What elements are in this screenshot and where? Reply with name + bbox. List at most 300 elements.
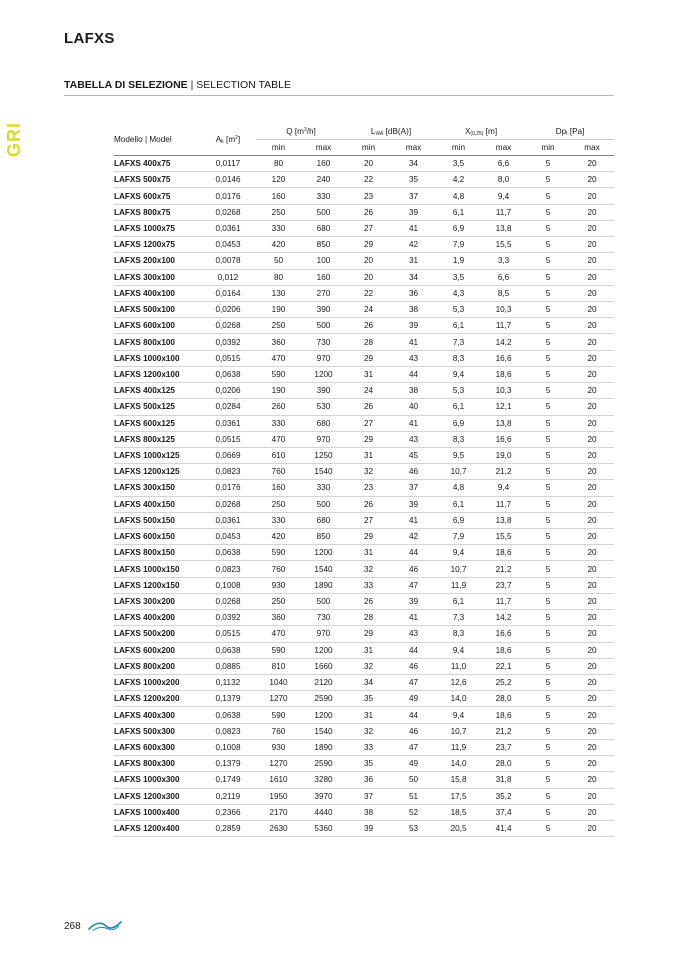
value-cell: 330 [256, 220, 301, 236]
value-cell: 12,6 [436, 675, 481, 691]
value-cell: 7,9 [436, 529, 481, 545]
value-cell: 6,1 [436, 204, 481, 220]
table-row [114, 415, 614, 431]
value-cell: 20 [570, 269, 614, 285]
value-cell: 35 [346, 691, 391, 707]
value-cell: 6,1 [436, 318, 481, 334]
value-cell: 1540 [301, 464, 346, 480]
value-cell: 1270 [256, 691, 301, 707]
value-cell: 44 [391, 707, 436, 723]
value-cell: 0,2859 [200, 820, 256, 836]
value-cell: 20 [346, 156, 391, 172]
header-x-unit: [m] [483, 126, 498, 136]
value-cell: 9,4 [436, 366, 481, 382]
page-title: LAFXS [64, 30, 115, 47]
value-cell: 0,0206 [200, 301, 256, 317]
value-cell: 0,0515 [200, 431, 256, 447]
value-cell: 0,0669 [200, 447, 256, 463]
value-cell: 4440 [301, 804, 346, 820]
value-cell: 0,1008 [200, 577, 256, 593]
model-cell: LAFXS 1200x150 [114, 577, 200, 593]
value-cell: 5 [526, 626, 570, 642]
value-cell: 10,7 [436, 464, 481, 480]
value-cell: 5 [526, 285, 570, 301]
value-cell: 8,3 [436, 431, 481, 447]
value-cell: 7,3 [436, 334, 481, 350]
value-cell: 12,1 [481, 399, 526, 415]
value-cell: 40 [391, 399, 436, 415]
table-row [114, 366, 614, 382]
value-cell: 26 [346, 496, 391, 512]
value-cell: 29 [346, 237, 391, 253]
value-cell: 5 [526, 464, 570, 480]
value-cell: 49 [391, 691, 436, 707]
header-ak-close: ] [237, 134, 241, 144]
value-cell: 7,3 [436, 610, 481, 626]
value-cell: 32 [346, 723, 391, 739]
header-x [436, 124, 526, 140]
value-cell: 1250 [301, 447, 346, 463]
value-cell: 5 [526, 237, 570, 253]
model-cell: LAFXS 1000x100 [114, 350, 200, 366]
table-row [114, 431, 614, 447]
table-row [114, 301, 614, 317]
table-row [114, 593, 614, 609]
section-heading-en: | SELECTION TABLE [187, 79, 291, 91]
value-cell: 20 [570, 496, 614, 512]
value-cell: 270 [301, 285, 346, 301]
table-row [114, 561, 614, 577]
value-cell: 1950 [256, 788, 301, 804]
value-cell: 20 [570, 220, 614, 236]
value-cell: 8,3 [436, 350, 481, 366]
value-cell: 970 [301, 431, 346, 447]
value-cell: 420 [256, 529, 301, 545]
value-cell: 20 [346, 253, 391, 269]
value-cell: 20 [570, 610, 614, 626]
value-cell: 50 [256, 253, 301, 269]
value-cell: 0,0515 [200, 350, 256, 366]
value-cell: 500 [301, 318, 346, 334]
model-cell: LAFXS 400x200 [114, 610, 200, 626]
value-cell: 470 [256, 626, 301, 642]
model-cell: LAFXS 600x100 [114, 318, 200, 334]
model-cell: LAFXS 400x150 [114, 496, 200, 512]
value-cell: 6,1 [436, 496, 481, 512]
value-cell: 680 [301, 512, 346, 528]
value-cell: 0,012 [200, 269, 256, 285]
table-row [114, 577, 614, 593]
value-cell: 20 [570, 237, 614, 253]
value-cell: 0,0823 [200, 561, 256, 577]
table-row [114, 350, 614, 366]
value-cell: 20 [570, 204, 614, 220]
value-cell: 39 [346, 820, 391, 836]
model-cell: LAFXS 1200x100 [114, 366, 200, 382]
value-cell: 330 [256, 415, 301, 431]
value-cell: 18,5 [436, 804, 481, 820]
header-dp-max: max [570, 140, 614, 156]
value-cell: 250 [256, 496, 301, 512]
value-cell: 11,7 [481, 496, 526, 512]
value-cell: 41 [391, 334, 436, 350]
value-cell: 20 [570, 739, 614, 755]
value-cell: 6,9 [436, 220, 481, 236]
value-cell: 1,9 [436, 253, 481, 269]
value-cell: 0,0361 [200, 512, 256, 528]
value-cell: 0,2119 [200, 788, 256, 804]
value-cell: 29 [346, 350, 391, 366]
header-lwa-min: min [346, 140, 391, 156]
value-cell: 9,4 [481, 480, 526, 496]
value-cell: 20,5 [436, 820, 481, 836]
value-cell: 0,0078 [200, 253, 256, 269]
value-cell: 28 [346, 610, 391, 626]
value-cell: 5 [526, 512, 570, 528]
value-cell: 1540 [301, 561, 346, 577]
value-cell: 160 [301, 269, 346, 285]
table-row [114, 237, 614, 253]
value-cell: 3280 [301, 772, 346, 788]
value-cell: 5 [526, 820, 570, 836]
value-cell: 5 [526, 253, 570, 269]
value-cell: 44 [391, 642, 436, 658]
model-cell: LAFXS 1200x400 [114, 820, 200, 836]
model-cell: LAFXS 800x150 [114, 545, 200, 561]
value-cell: 0,0268 [200, 318, 256, 334]
value-cell: 2120 [301, 675, 346, 691]
value-cell: 23 [346, 188, 391, 204]
value-cell: 20 [570, 804, 614, 820]
value-cell: 21,2 [481, 464, 526, 480]
model-cell: LAFXS 400x125 [114, 383, 200, 399]
table-row [114, 383, 614, 399]
header-q-label: Q [m [286, 127, 304, 136]
value-cell: 18,6 [481, 707, 526, 723]
value-cell: 39 [391, 204, 436, 220]
value-cell: 930 [256, 577, 301, 593]
value-cell: 41 [391, 415, 436, 431]
value-cell: 23,7 [481, 739, 526, 755]
value-cell: 20 [570, 480, 614, 496]
value-cell: 13,8 [481, 415, 526, 431]
value-cell: 3,3 [481, 253, 526, 269]
value-cell: 27 [346, 220, 391, 236]
header-ak-symbol: A [215, 134, 222, 144]
value-cell: 24 [346, 383, 391, 399]
value-cell: 23 [346, 480, 391, 496]
table-row [114, 447, 614, 463]
value-cell: 760 [256, 561, 301, 577]
value-cell: 35,2 [481, 788, 526, 804]
value-cell: 20 [570, 561, 614, 577]
wave-logo-icon [88, 920, 122, 932]
value-cell: 35 [391, 172, 436, 188]
value-cell: 16,6 [481, 431, 526, 447]
value-cell: 20 [570, 383, 614, 399]
value-cell: 18,6 [481, 545, 526, 561]
table-row [114, 723, 614, 739]
value-cell: 0,0268 [200, 593, 256, 609]
value-cell: 1610 [256, 772, 301, 788]
header-model-it: Modello [114, 135, 143, 144]
value-cell: 20 [570, 318, 614, 334]
value-cell: 1660 [301, 658, 346, 674]
value-cell: 2170 [256, 804, 301, 820]
model-cell: LAFXS 1000x125 [114, 447, 200, 463]
table-row [114, 334, 614, 350]
value-cell: 80 [256, 156, 301, 172]
value-cell: 20 [570, 350, 614, 366]
value-cell: 590 [256, 366, 301, 382]
value-cell: 190 [256, 383, 301, 399]
value-cell: 42 [391, 529, 436, 545]
value-cell: 0,1749 [200, 772, 256, 788]
value-cell: 470 [256, 350, 301, 366]
value-cell: 20 [570, 707, 614, 723]
value-cell: 120 [256, 172, 301, 188]
table-row [114, 480, 614, 496]
value-cell: 20 [570, 788, 614, 804]
page-number: 268 [64, 921, 81, 932]
header-model-en: | Model [142, 135, 172, 144]
model-cell: LAFXS 600x150 [114, 529, 200, 545]
value-cell: 33 [346, 577, 391, 593]
value-cell: 22,1 [481, 658, 526, 674]
value-cell: 0,0268 [200, 496, 256, 512]
value-cell: 5 [526, 788, 570, 804]
value-cell: 20 [570, 172, 614, 188]
value-cell: 240 [301, 172, 346, 188]
value-cell: 4,8 [436, 188, 481, 204]
section-divider [64, 95, 614, 96]
model-cell: LAFXS 600x125 [114, 415, 200, 431]
value-cell: 15,8 [436, 772, 481, 788]
model-cell: LAFXS 1200x200 [114, 691, 200, 707]
value-cell: 0,0392 [200, 610, 256, 626]
model-cell: LAFXS 1000x300 [114, 772, 200, 788]
value-cell: 35 [346, 756, 391, 772]
value-cell: 20 [570, 577, 614, 593]
value-cell: 5 [526, 415, 570, 431]
value-cell: 5 [526, 529, 570, 545]
value-cell: 160 [256, 480, 301, 496]
value-cell: 20 [570, 512, 614, 528]
value-cell: 1540 [301, 723, 346, 739]
value-cell: 930 [256, 739, 301, 755]
value-cell: 0,0823 [200, 464, 256, 480]
value-cell: 5 [526, 496, 570, 512]
table-row [114, 172, 614, 188]
value-cell: 850 [301, 529, 346, 545]
value-cell: 20 [570, 447, 614, 463]
value-cell: 5 [526, 334, 570, 350]
table-row [114, 788, 614, 804]
value-cell: 31,8 [481, 772, 526, 788]
value-cell: 5 [526, 318, 570, 334]
value-cell: 1200 [301, 366, 346, 382]
value-cell: 21,2 [481, 561, 526, 577]
value-cell: 0,0638 [200, 707, 256, 723]
value-cell: 28 [346, 334, 391, 350]
value-cell: 20 [570, 253, 614, 269]
selection-table [114, 124, 614, 837]
value-cell: 0,0361 [200, 220, 256, 236]
value-cell: 0,0361 [200, 415, 256, 431]
model-cell: LAFXS 1000x200 [114, 675, 200, 691]
value-cell: 45 [391, 447, 436, 463]
value-cell: 20 [570, 593, 614, 609]
value-cell: 20 [570, 545, 614, 561]
value-cell: 500 [301, 496, 346, 512]
header-x-sub: (0,25) [470, 130, 484, 137]
value-cell: 22 [346, 172, 391, 188]
value-cell: 5 [526, 399, 570, 415]
value-cell: 5 [526, 156, 570, 172]
side-tab-category: GRI [4, 121, 24, 157]
value-cell: 33 [346, 739, 391, 755]
header-q-min: min [256, 140, 301, 156]
value-cell: 15,5 [481, 529, 526, 545]
header-dp-sub: t [566, 130, 568, 137]
value-cell: 26 [346, 399, 391, 415]
table-row [114, 675, 614, 691]
value-cell: 5 [526, 658, 570, 674]
value-cell: 43 [391, 431, 436, 447]
value-cell: 610 [256, 447, 301, 463]
value-cell: 20 [570, 431, 614, 447]
table-row [114, 804, 614, 820]
value-cell: 13,8 [481, 220, 526, 236]
value-cell: 5 [526, 675, 570, 691]
value-cell: 0,0206 [200, 383, 256, 399]
value-cell: 0,0638 [200, 642, 256, 658]
value-cell: 160 [256, 188, 301, 204]
value-cell: 41 [391, 610, 436, 626]
header-ak [200, 124, 256, 156]
value-cell: 14,2 [481, 334, 526, 350]
value-cell: 260 [256, 399, 301, 415]
value-cell: 0,1132 [200, 675, 256, 691]
model-cell: LAFXS 300x100 [114, 269, 200, 285]
value-cell: 5 [526, 301, 570, 317]
value-cell: 39 [391, 318, 436, 334]
value-cell: 17,5 [436, 788, 481, 804]
value-cell: 250 [256, 204, 301, 220]
value-cell: 9,4 [436, 642, 481, 658]
table-row [114, 707, 614, 723]
header-q-close: /h] [306, 127, 316, 136]
header-lwa-unit: [dB(A)] [383, 126, 412, 136]
value-cell: 0,2366 [200, 804, 256, 820]
value-cell: 46 [391, 561, 436, 577]
value-cell: 3,5 [436, 156, 481, 172]
model-cell: LAFXS 1000x75 [114, 220, 200, 236]
table-row [114, 610, 614, 626]
value-cell: 8,0 [481, 172, 526, 188]
value-cell: 0,0823 [200, 723, 256, 739]
value-cell: 0,0117 [200, 156, 256, 172]
value-cell: 1200 [301, 642, 346, 658]
value-cell: 6,6 [481, 156, 526, 172]
value-cell: 1200 [301, 707, 346, 723]
value-cell: 10,3 [481, 383, 526, 399]
value-cell: 16,6 [481, 626, 526, 642]
value-cell: 1890 [301, 577, 346, 593]
table-row [114, 253, 614, 269]
value-cell: 4,3 [436, 285, 481, 301]
value-cell: 590 [256, 642, 301, 658]
value-cell: 20 [570, 156, 614, 172]
header-lwa-max: max [391, 140, 436, 156]
value-cell: 0,0515 [200, 626, 256, 642]
table-row [114, 756, 614, 772]
header-ak-unit: [m [223, 134, 236, 144]
table-row [114, 642, 614, 658]
model-cell: LAFXS 500x125 [114, 399, 200, 415]
value-cell: 32 [346, 658, 391, 674]
value-cell: 2590 [301, 691, 346, 707]
table-row [114, 739, 614, 755]
table-row [114, 626, 614, 642]
value-cell: 20 [570, 285, 614, 301]
header-lwa-sub: WA [375, 130, 384, 137]
value-cell: 11,0 [436, 658, 481, 674]
value-cell: 1040 [256, 675, 301, 691]
model-cell: LAFXS 800x200 [114, 658, 200, 674]
value-cell: 15,5 [481, 237, 526, 253]
value-cell: 0,0164 [200, 285, 256, 301]
value-cell: 0,0453 [200, 237, 256, 253]
value-cell: 680 [301, 415, 346, 431]
value-cell: 680 [301, 220, 346, 236]
value-cell: 760 [256, 723, 301, 739]
value-cell: 20 [570, 188, 614, 204]
value-cell: 26 [346, 593, 391, 609]
value-cell: 31 [346, 447, 391, 463]
value-cell: 810 [256, 658, 301, 674]
table-row [114, 691, 614, 707]
value-cell: 20 [570, 772, 614, 788]
header-lwa-symbol: L [370, 126, 376, 136]
model-cell: LAFXS 500x100 [114, 301, 200, 317]
value-cell: 5 [526, 383, 570, 399]
value-cell: 390 [301, 301, 346, 317]
value-cell: 970 [301, 350, 346, 366]
value-cell: 360 [256, 334, 301, 350]
value-cell: 160 [301, 156, 346, 172]
value-cell: 4,2 [436, 172, 481, 188]
value-cell: 22 [346, 285, 391, 301]
value-cell: 37,4 [481, 804, 526, 820]
value-cell: 14,2 [481, 610, 526, 626]
value-cell: 5 [526, 561, 570, 577]
value-cell: 1200 [301, 545, 346, 561]
value-cell: 20 [570, 301, 614, 317]
value-cell: 11,7 [481, 318, 526, 334]
table-row [114, 285, 614, 301]
value-cell: 5360 [301, 820, 346, 836]
section-heading [64, 79, 291, 91]
value-cell: 330 [301, 480, 346, 496]
value-cell: 530 [301, 399, 346, 415]
model-cell: LAFXS 200x100 [114, 253, 200, 269]
value-cell: 36 [391, 285, 436, 301]
value-cell: 3,5 [436, 269, 481, 285]
value-cell: 31 [346, 707, 391, 723]
value-cell: 730 [301, 334, 346, 350]
value-cell: 5 [526, 577, 570, 593]
